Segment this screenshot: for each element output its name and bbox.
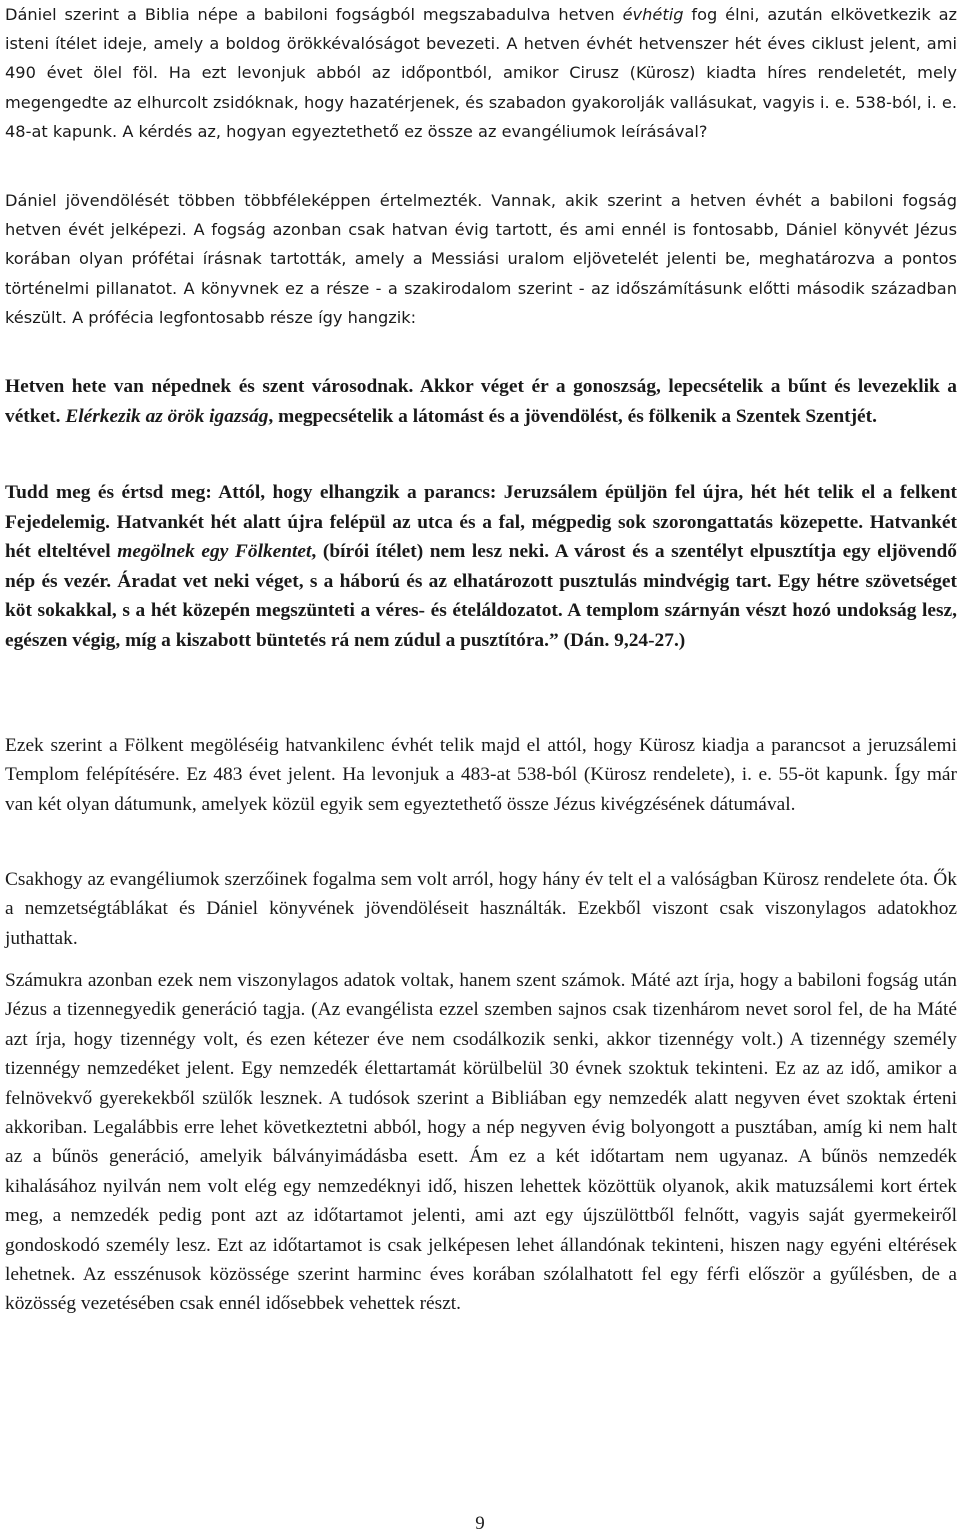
paragraph-3: Ezek szerint a Fölkent megöléséig hatvankilenc évhét telik majd el attól, hogy Kürosz kiadja a parancsot a jeruzsálemi Templom felépítésére. Ez 483 évet jelent. Ha levonjuk a 483-at 538-ból (Kürosz rendelete), i. e. 55-öt kapunk. Így már van két olyan dátumunk, amelyek közül egyik sem egyeztethető össze Jézus kivégzésének dátumával. xyxy=(5,735,957,815)
quote-1-text-c: , megpecsételik a látomást és a jövendölést, és fölkenik a Szentek Szentjét. xyxy=(268,405,877,427)
paragraph-1-text-c: fog élni, azután elkövetkezik az isteni ítélet ideje, amely a boldog örökkévalóságot bevezeti. A hetven évhét hetvenszer hét éves ciklust jelent, ami 490 évet ölel föl. Ha ezt levonjuk abból az időpontból, amikor Cirusz (Kürosz) kiadta híres rendeletét, mely megengedte az elhurcolt zsidóknak, hogy hazatérjenek, és szabadon gyakorolják vallásukat, vagyis i. e. 538-ból, i. e. 48-at kapunk. A kérdés az, hogyan egyeztethető ez össze az evangéliumok leírásával? xyxy=(5,5,958,141)
paragraph-2: Dániel jövendölését többen többféleképpen értelmezték. Vannak, akik szerint a hetven évhét a babiloni fogság hetven évét jelképezi. A fogság azonban csak hatvan évig tartott, és ami ennél is fontosabb, Dániel könyvét Jézus korában olyan prófétai írásnak tartották, amely a Messiási uralom eljövetelét jelenti be, meghatározva a pontos történelmi pillanatot. A könyvnek ez a része - a szakirodalom szerint - az időszámításunk előtti második században készült. A prófécia legfontosabb része így hangzik: xyxy=(5,191,957,327)
quote-2-italic: megölnek egy Fölkentet xyxy=(117,541,312,563)
quote-1 xyxy=(5,372,957,431)
paragraph-1-italic: évhétig xyxy=(622,5,684,24)
paragraph-1-text-a: Dániel szerint a Biblia népe a babiloni fogságból megszabadulva hetven xyxy=(5,5,623,24)
quote-2-text-c: , (bírói ítélet) nem lesz neki. A várost és a szentélyt elpusztítja egy eljövendő nép és vezér. Áradat vet neki véget, s a háború és az elhatározott pusztulás mindvégig tart. Egy hétre szövetséget köt sokakkal, s a hét közepén megszünteti a véres- és ételáldozatot. A templom szárnyán vészt hozó undokság lesz, egészen végig, míg a kiszabott büntetés rá nem zúdul a pusztítóra.” (Dán. 9,24-27.) xyxy=(5,541,957,651)
page-number: 9 xyxy=(475,1513,485,1534)
paragraph-5: Számukra azonban ezek nem viszonylagos adatok voltak, hanem szent számok. Máté azt írja, hogy a babiloni fogság után Jézus a tizennegyedik generáció tagja. (Az evangélista ezzel szemben sajnos csak tizenhárom nevet sorol fel, de ha Máté azt írja, hogy tizennégy volt, és ezen kétezer éve nem csodálkozik senki, akkor tizennégy volt.) A tizennégy személy tizennégy nemzedéket jelent. Egy nemzedék élettartamát körülbelül 30 évnek szoktuk tekinteni. Ez az az idő, amikor a felnövekvő gyerekekből szülők lesznek. A tudósok szerint a Bibliában egy nemzedék alatt negyven évet szoktak érteni akkoriban. Legalábbis erre lehet következtetni abból, hogy a nép negyven évig bolyongott a pusztában, amíg ki nem halt az a bűnös generáció, amelyik bálványimádásba esett. Ám ez a két időtartam nem ugyanaz. A bűnös nemzedék kihalásához nyilván nem volt elég egy nemzedéknyi idő, hiszen lehettek közöttük olyanok, akik matuzsálemi kort értek meg, a nemzedék pedig pont azt az időtartamot jelenti, ami azt egy újszülöttből felnőtt, vagyis saját gyermekeiről gondoskodó személy lesz. Ezt az időtartamot is csak jelképesen lehet állandónak tekinteni, hiszen nagy egyéni eltérések lehetnek. Az esszénusok közössége szerint harminc éves korában szólalhatott fel egy férfi először a gyűlésben, de a közösség vezetésében csak ennél idősebbek vehettek részt. xyxy=(5,970,957,1315)
quote-2-text-a: Tudd meg és értsd meg: Attól, hogy elhangzik a parancs: Jeruzsálem épüljön fel újra, hét hét telik el a felkent Fejedelemig. Hatvankét hét alatt újra felépül az utca és a fal, mégpedig sok szorongattatás közepette. Hatvankét hét elteltével xyxy=(5,482,957,563)
paragraph-4: Csakhogy az evangéliumok szerzőinek fogalma sem volt arról, hogy hány év telt el a valóságban Kürosz rendelete óta. Ők a nemzetségtáblákat és Dániel könyvének jövendöléseit használták. Ezekből viszont csak viszonylagos adatokhoz juthattak. xyxy=(5,869,957,949)
paragraph-1 xyxy=(5,0,957,146)
quote-1-text-a: Hetven hete van népednek és szent városodnak. Akkor véget ér a gonoszság, lepecsételik a bűnt és levezeklik a vétket. xyxy=(5,376,957,427)
quote-1-italic: Elérkezik az örök igazság xyxy=(65,405,269,427)
quote-2 xyxy=(5,478,957,656)
